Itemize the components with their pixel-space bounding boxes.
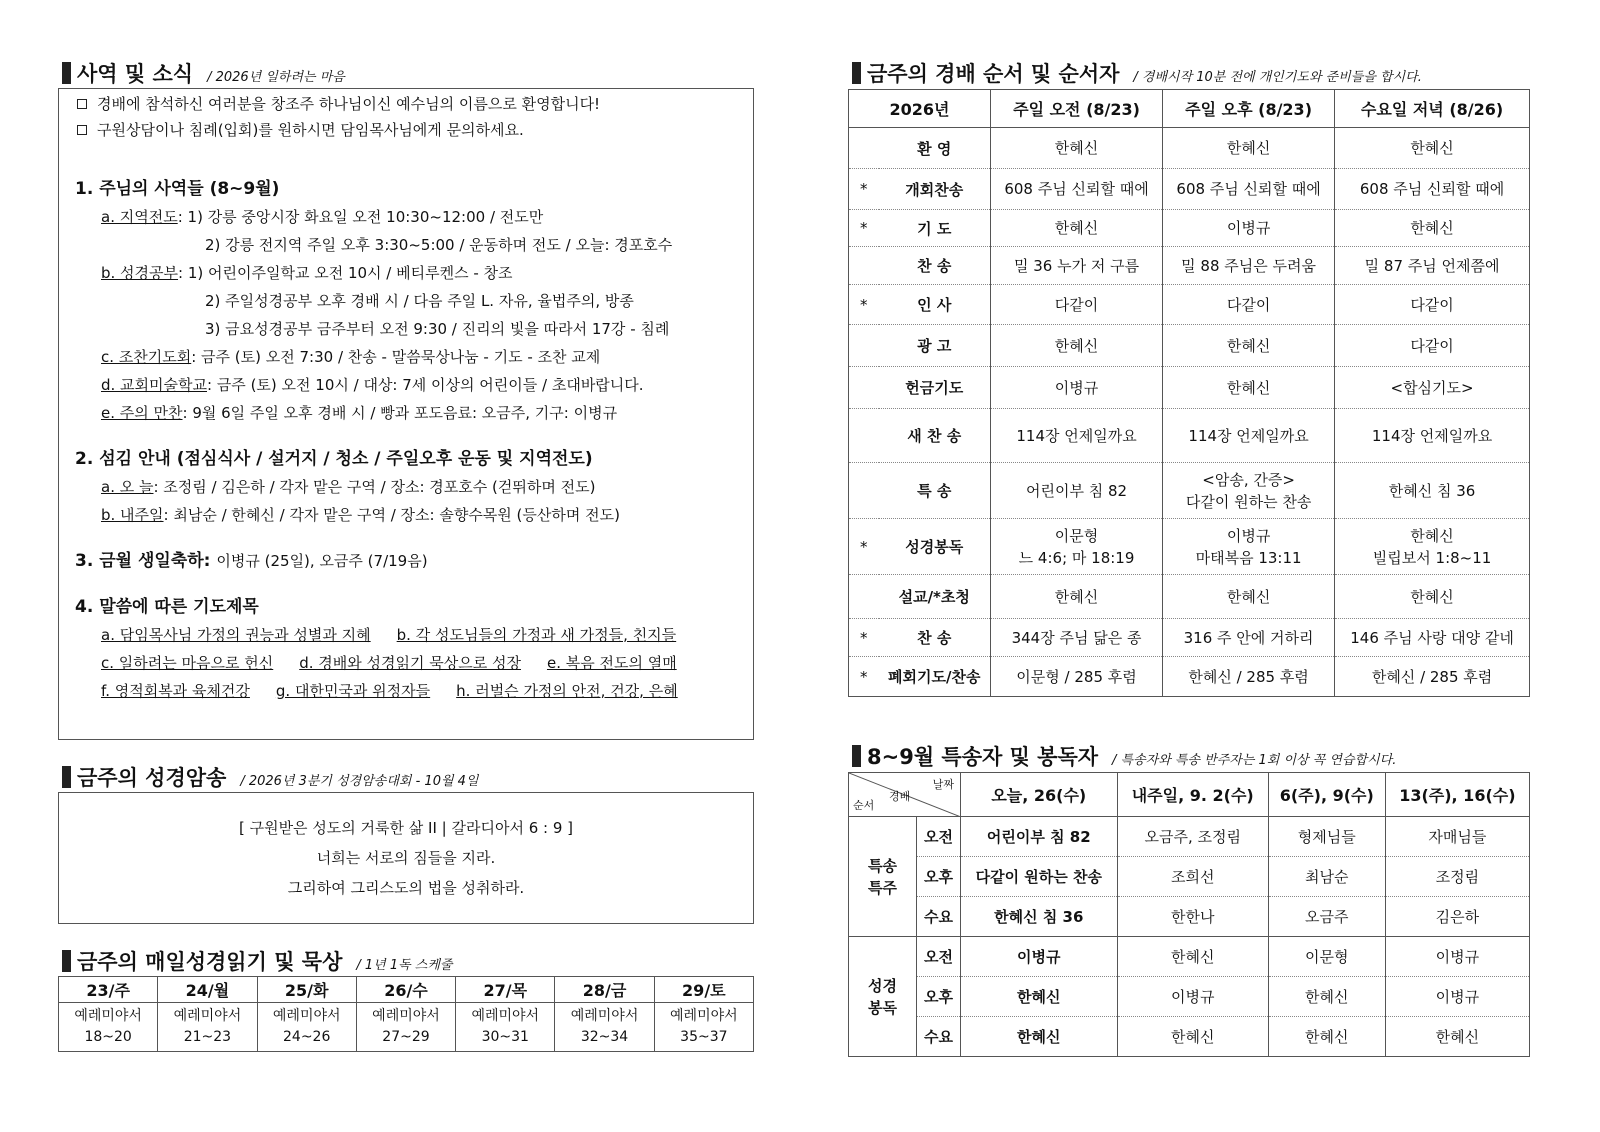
checkbox-icon xyxy=(77,99,87,109)
reading-cell xyxy=(654,1003,753,1052)
header-bar xyxy=(852,62,861,84)
reading-header-row xyxy=(59,977,754,1003)
ministry-line: d. 교회미술학교: 금주 (토) 오전 10시 / 대상: 7세 이상의 어린이들 / 초대바랍니다. xyxy=(101,376,644,394)
header-bar xyxy=(62,950,71,972)
group-label: 성경 봉독 xyxy=(849,937,917,1057)
reading-book: 예레미야서 xyxy=(471,1008,540,1024)
reading-table xyxy=(58,976,754,1052)
required-marker xyxy=(849,575,879,619)
required-marker: * xyxy=(849,657,879,697)
special-cell: 이병규 xyxy=(1385,937,1529,977)
special-cell: 이문형 xyxy=(1268,937,1385,977)
news-title: 사역 및 소식 xyxy=(77,62,194,86)
reading-range: 30~31 xyxy=(481,1029,529,1045)
service-line: a. 오 늘: 조정림 / 김은하 / 각자 맡은 구역 / 장소: 경포호수 (걷뛰하며 전도) xyxy=(101,478,596,496)
session-label: 오전 xyxy=(917,937,961,977)
section-title: 2. 섬김 안내 (점심식사 / 설거지 / 청소 / 주일오후 운동 및 지역전도) xyxy=(75,449,593,469)
section-title: 4. 말씀에 따른 기도제목 xyxy=(75,597,259,617)
date-column-header: 13(주), 16(수) xyxy=(1385,773,1529,817)
special-title: 8~9월 특송자 및 봉독자 xyxy=(867,745,1099,769)
reading-header xyxy=(62,946,452,976)
reading-range: 21~23 xyxy=(183,1029,232,1045)
worship-cell: 한혜신 xyxy=(1335,575,1530,619)
worship-header-row xyxy=(849,90,1530,128)
reading-day: 24/월 xyxy=(158,977,257,1003)
header-bar xyxy=(62,62,71,84)
special-row xyxy=(849,977,1530,1017)
worship-cell: 한혜신 xyxy=(1335,128,1530,169)
reading-range: 32~34 xyxy=(580,1029,629,1045)
required-marker: * xyxy=(849,169,879,210)
worship-column-header: 수요일 저녁 (8/26) xyxy=(1335,90,1530,128)
special-cell: 다같이 원하는 찬송 xyxy=(961,857,1118,897)
special-cell: 조정림 xyxy=(1385,857,1529,897)
ministry-line: a. 지역전도: 1) 강릉 중앙시장 화요일 오전 10:30~12:00 / 전도만 xyxy=(101,208,544,226)
special-cell: 이병규 xyxy=(1385,977,1529,1017)
worship-cell: 다같이 xyxy=(991,285,1163,325)
ministry-line: 3) 금요성경공부 금주부터 오전 9:30 / 진리의 빛을 따라서 17강 - 침례 xyxy=(205,320,670,338)
worship-row xyxy=(849,367,1530,409)
special-cell: 한혜신 xyxy=(961,977,1118,1017)
worship-cell: 이병규 마태복음 13:11 xyxy=(1163,519,1335,575)
reading-range: 18~20 xyxy=(84,1029,132,1045)
session-label: 오후 xyxy=(917,857,961,897)
worship-cell: 다같이 xyxy=(1335,325,1530,367)
special-cell: 김은하 xyxy=(1385,897,1529,937)
special-row xyxy=(849,857,1530,897)
special-cell: 최남순 xyxy=(1268,857,1385,897)
special-cell: 자매님들 xyxy=(1385,817,1529,857)
reading-cell xyxy=(59,1003,158,1052)
order-label: 성경봉독 xyxy=(879,519,991,575)
prayer-row: c. 일하려는 마음으로 헌신 d. 경배와 성경읽기 묵상으로 성장 e. 복음 전도의 열매 xyxy=(101,654,677,672)
worship-cell: <암송, 간증> 다같이 원하는 찬송 xyxy=(1163,463,1335,519)
order-label: 기 도 xyxy=(879,210,991,247)
verse-line: 너희는 서로의 짐들을 지라. xyxy=(316,849,496,867)
required-marker xyxy=(849,247,879,285)
corner-cell xyxy=(849,773,961,817)
reading-day: 23/주 xyxy=(59,977,158,1003)
news-subtitle: / 2026년 일하려는 마음 xyxy=(207,70,345,85)
news-header xyxy=(62,58,345,88)
special-cell: 형제님들 xyxy=(1268,817,1385,857)
special-cell: 한혜신 xyxy=(1385,1017,1529,1057)
worship-row xyxy=(849,285,1530,325)
service-line: b. 내주일: 최남순 / 한혜신 / 각자 맡은 구역 / 장소: 솔향수목원 (등산하며 전도) xyxy=(101,506,620,524)
worship-row xyxy=(849,575,1530,619)
worship-cell: 다같이 xyxy=(1335,285,1530,325)
worship-column-header: 주일 오후 (8/23) xyxy=(1163,90,1335,128)
order-label: 환 영 xyxy=(879,128,991,169)
reading-day: 26/수 xyxy=(356,977,455,1003)
worship-cell: 한혜신 xyxy=(1163,367,1335,409)
special-cell: 이병규 xyxy=(1117,977,1268,1017)
worship-table xyxy=(848,89,1530,697)
worship-row xyxy=(849,619,1530,657)
order-label: 인 사 xyxy=(879,285,991,325)
worship-row xyxy=(849,519,1530,575)
reading-day: 27/목 xyxy=(456,977,555,1003)
news-box xyxy=(58,88,754,740)
memory-title: 금주의 성경암송 xyxy=(77,766,227,790)
order-label: 찬 송 xyxy=(879,247,991,285)
session-label: 수요 xyxy=(917,1017,961,1057)
worship-cell: 한혜신 xyxy=(1163,325,1335,367)
worship-cell: 어린이부 침 82 xyxy=(991,463,1163,519)
worship-row xyxy=(849,325,1530,367)
ministry-line: b. 성경공부: 1) 어린이주일학교 오전 10시 / 베티루켄스 - 창조 xyxy=(101,264,513,282)
reading-book: 예레미야서 xyxy=(372,1008,440,1024)
worship-cell: 한혜신 빌립보서 1:8~11 xyxy=(1335,519,1530,575)
order-label: 광 고 xyxy=(879,325,991,367)
special-header-row xyxy=(849,773,1530,817)
worship-cell: 한혜신 / 285 후렴 xyxy=(1335,657,1530,697)
required-marker xyxy=(849,367,879,409)
header-bar xyxy=(852,745,861,767)
worship-title: 금주의 경배 순서 및 순서자 xyxy=(867,62,1120,86)
worship-subtitle: / 경배시작 10분 전에 개인기도와 준비들을 합시다. xyxy=(1133,70,1422,85)
worship-column-header: 주일 오전 (8/23) xyxy=(991,90,1163,128)
worship-cell: 608 주님 신뢰할 때에 xyxy=(1163,169,1335,210)
reading-book: 예레미야서 xyxy=(570,1008,639,1024)
special-cell: 한혜신 침 36 xyxy=(961,897,1118,937)
special-cell: 오금주, 조정림 xyxy=(1117,817,1268,857)
worship-cell: <합심기도> xyxy=(1335,367,1530,409)
reading-book: 예레미야서 xyxy=(670,1008,738,1024)
worship-cell: 밀 88 주님은 두려움 xyxy=(1163,247,1335,285)
special-cell: 이병규 xyxy=(961,937,1118,977)
order-label: 찬 송 xyxy=(879,619,991,657)
notice-item: 경배에 참석하신 여러분을 창조주 하나님이신 예수님의 이름으로 환영합니다! xyxy=(77,91,753,117)
ministry-line: 2) 주일성경공부 오후 경배 시 / 다음 주일 L. 자유, 율법주의, 방종 xyxy=(205,292,634,310)
date-column-header: 오늘, 26(수) xyxy=(961,773,1118,817)
reading-day: 25/화 xyxy=(257,977,356,1003)
reading-range: 24~26 xyxy=(283,1029,331,1045)
worship-cell: 한혜신 xyxy=(1163,128,1335,169)
special-cell: 한한나 xyxy=(1117,897,1268,937)
date-column-header: 내주일, 9. 2(수) xyxy=(1117,773,1268,817)
worship-row xyxy=(849,210,1530,247)
special-cell: 조희선 xyxy=(1117,857,1268,897)
worship-cell: 한혜신 xyxy=(991,210,1163,247)
worship-cell: 316 주 안에 거하리 xyxy=(1163,619,1335,657)
reading-book: 예레미야서 xyxy=(74,1008,142,1024)
worship-cell: 한혜신 침 36 xyxy=(1335,463,1530,519)
corner-worship: 경배 xyxy=(889,790,911,803)
reading-day: 28/금 xyxy=(555,977,654,1003)
special-cell: 한혜신 xyxy=(1117,937,1268,977)
order-label: 특 송 xyxy=(879,463,991,519)
required-marker: * xyxy=(849,210,879,247)
special-row xyxy=(849,937,1530,977)
session-label: 수요 xyxy=(917,897,961,937)
special-cell: 한혜신 xyxy=(961,1017,1118,1057)
special-table xyxy=(848,772,1530,1057)
reading-cell xyxy=(456,1003,555,1052)
memory-header xyxy=(62,762,478,792)
special-cell: 한혜신 xyxy=(1268,1017,1385,1057)
required-marker: * xyxy=(849,619,879,657)
birthday-line: 3. 금월 생일축하: 이병규 (25일), 오금주 (7/19음) xyxy=(75,551,428,571)
order-label: 개회찬송 xyxy=(879,169,991,210)
ministry-line: 2) 강릉 전지역 주일 오후 3:30~5:00 / 운동하며 전도 / 오늘: 경포호수 xyxy=(205,236,673,254)
reading-book: 예레미야서 xyxy=(173,1008,242,1024)
order-label: 폐회기도/찬송 xyxy=(879,657,991,697)
worship-cell: 한혜신 xyxy=(991,128,1163,169)
worship-cell: 이문형 느 4:6; 마 18:19 xyxy=(991,519,1163,575)
session-label: 오후 xyxy=(917,977,961,1017)
header-bar xyxy=(62,766,71,788)
verse-reference: [ 구원받은 성도의 거룩한 삶 II | 갈라디아서 6 : 9 ] xyxy=(238,819,574,837)
section-title: 1. 주님의 사역들 (8~9월) xyxy=(75,179,280,199)
worship-row xyxy=(849,247,1530,285)
reading-range: 35~37 xyxy=(680,1029,728,1045)
reading-subtitle: / 1년 1독 스케줄 xyxy=(356,958,453,973)
worship-cell: 밀 36 누가 저 구름 xyxy=(991,247,1163,285)
checkbox-icon xyxy=(77,125,87,135)
prayer-row: f. 영적회복과 육체건강 g. 대한민국과 위정자들 h. 러벌슨 가정의 안전, 건강, 은혜 xyxy=(101,682,678,700)
required-marker xyxy=(849,463,879,519)
required-marker: * xyxy=(849,519,879,575)
session-label: 오전 xyxy=(917,817,961,857)
ministry-line: e. 주의 만찬: 9월 6일 주일 오후 경배 시 / 빵과 포도음료: 오금주, 기구: 이병규 xyxy=(101,404,618,422)
worship-row xyxy=(849,169,1530,210)
special-cell: 한혜신 xyxy=(1268,977,1385,1017)
reading-cell xyxy=(356,1003,455,1052)
worship-cell: 한혜신 xyxy=(1163,575,1335,619)
worship-cell: 한혜신 xyxy=(991,575,1163,619)
worship-column-header: 2026년 xyxy=(849,90,991,128)
date-column-header: 6(주), 9(수) xyxy=(1268,773,1385,817)
worship-cell: 이병규 xyxy=(1163,210,1335,247)
special-cell: 오금주 xyxy=(1268,897,1385,937)
special-cell: 어린이부 침 82 xyxy=(961,817,1118,857)
special-row xyxy=(849,1017,1530,1057)
order-label: 새 찬 송 xyxy=(879,409,991,463)
corner-order: 순서 xyxy=(853,799,875,812)
worship-cell: 다같이 xyxy=(1163,285,1335,325)
corner-date: 날짜 xyxy=(932,778,954,791)
worship-cell: 344장 주님 닮은 종 xyxy=(991,619,1163,657)
reading-book: 예레미야서 xyxy=(272,1008,341,1024)
worship-row xyxy=(849,463,1530,519)
worship-cell: 146 주님 사랑 대양 같네 xyxy=(1335,619,1530,657)
worship-cell: 밀 87 주님 언제쯤에 xyxy=(1335,247,1530,285)
worship-cell: 한혜신 / 285 후렴 xyxy=(1163,657,1335,697)
required-marker xyxy=(849,409,879,463)
worship-cell: 608 주님 신뢰할 때에 xyxy=(991,169,1163,210)
memory-subtitle: / 2026년 3분기 성경암송대회 - 10월 4일 xyxy=(240,774,479,789)
worship-cell: 608 주님 신뢰할 때에 xyxy=(1335,169,1530,210)
reading-range: 27~29 xyxy=(382,1029,430,1045)
worship-cell: 한혜신 xyxy=(1335,210,1530,247)
ministry-line: c. 조찬기도회: 금주 (토) 오전 7:30 / 찬송 - 말씀묵상나눔 - 기도 - 조찬 교제 xyxy=(101,348,601,366)
required-marker: * xyxy=(849,285,879,325)
worship-cell: 114장 언제일까요 xyxy=(1335,409,1530,463)
order-label: 설교/*초청 xyxy=(879,575,991,619)
worship-row xyxy=(849,657,1530,697)
special-subtitle: / 특송자와 특송 반주자는 1회 이상 꼭 연습합시다. xyxy=(1112,753,1397,768)
worship-row xyxy=(849,128,1530,169)
required-marker xyxy=(849,325,879,367)
worship-row xyxy=(849,409,1530,463)
reading-body-row xyxy=(59,1003,754,1052)
reading-title: 금주의 매일성경읽기 및 묵상 xyxy=(77,950,343,974)
notice-item: 구원상담이나 침례(입회)를 원하시면 담임목사님에게 문의하세요. xyxy=(77,117,753,143)
special-cell: 한혜신 xyxy=(1117,1017,1268,1057)
worship-cell: 이문형 / 285 후렴 xyxy=(991,657,1163,697)
reading-cell xyxy=(555,1003,654,1052)
required-marker xyxy=(849,128,879,169)
reading-cell xyxy=(158,1003,257,1052)
worship-cell: 114장 언제일까요 xyxy=(1163,409,1335,463)
worship-cell: 한혜신 xyxy=(991,325,1163,367)
special-row xyxy=(849,817,1530,857)
worship-cell: 이병규 xyxy=(991,367,1163,409)
memory-box xyxy=(58,792,754,924)
worship-header xyxy=(852,58,1422,88)
verse-line: 그리하여 그리스도의 법을 성취하라. xyxy=(287,879,525,897)
prayer-row: a. 담임목사님 가정의 권능과 성별과 지혜 b. 각 성도님들의 가정과 새 가정들, 친지들 xyxy=(101,626,677,644)
reading-day: 29/토 xyxy=(654,977,753,1003)
order-label: 헌금기도 xyxy=(879,367,991,409)
group-label: 특송 특주 xyxy=(849,817,917,937)
special-header xyxy=(852,741,1396,771)
worship-cell: 114장 언제일까요 xyxy=(991,409,1163,463)
special-row xyxy=(849,897,1530,937)
reading-cell xyxy=(257,1003,356,1052)
